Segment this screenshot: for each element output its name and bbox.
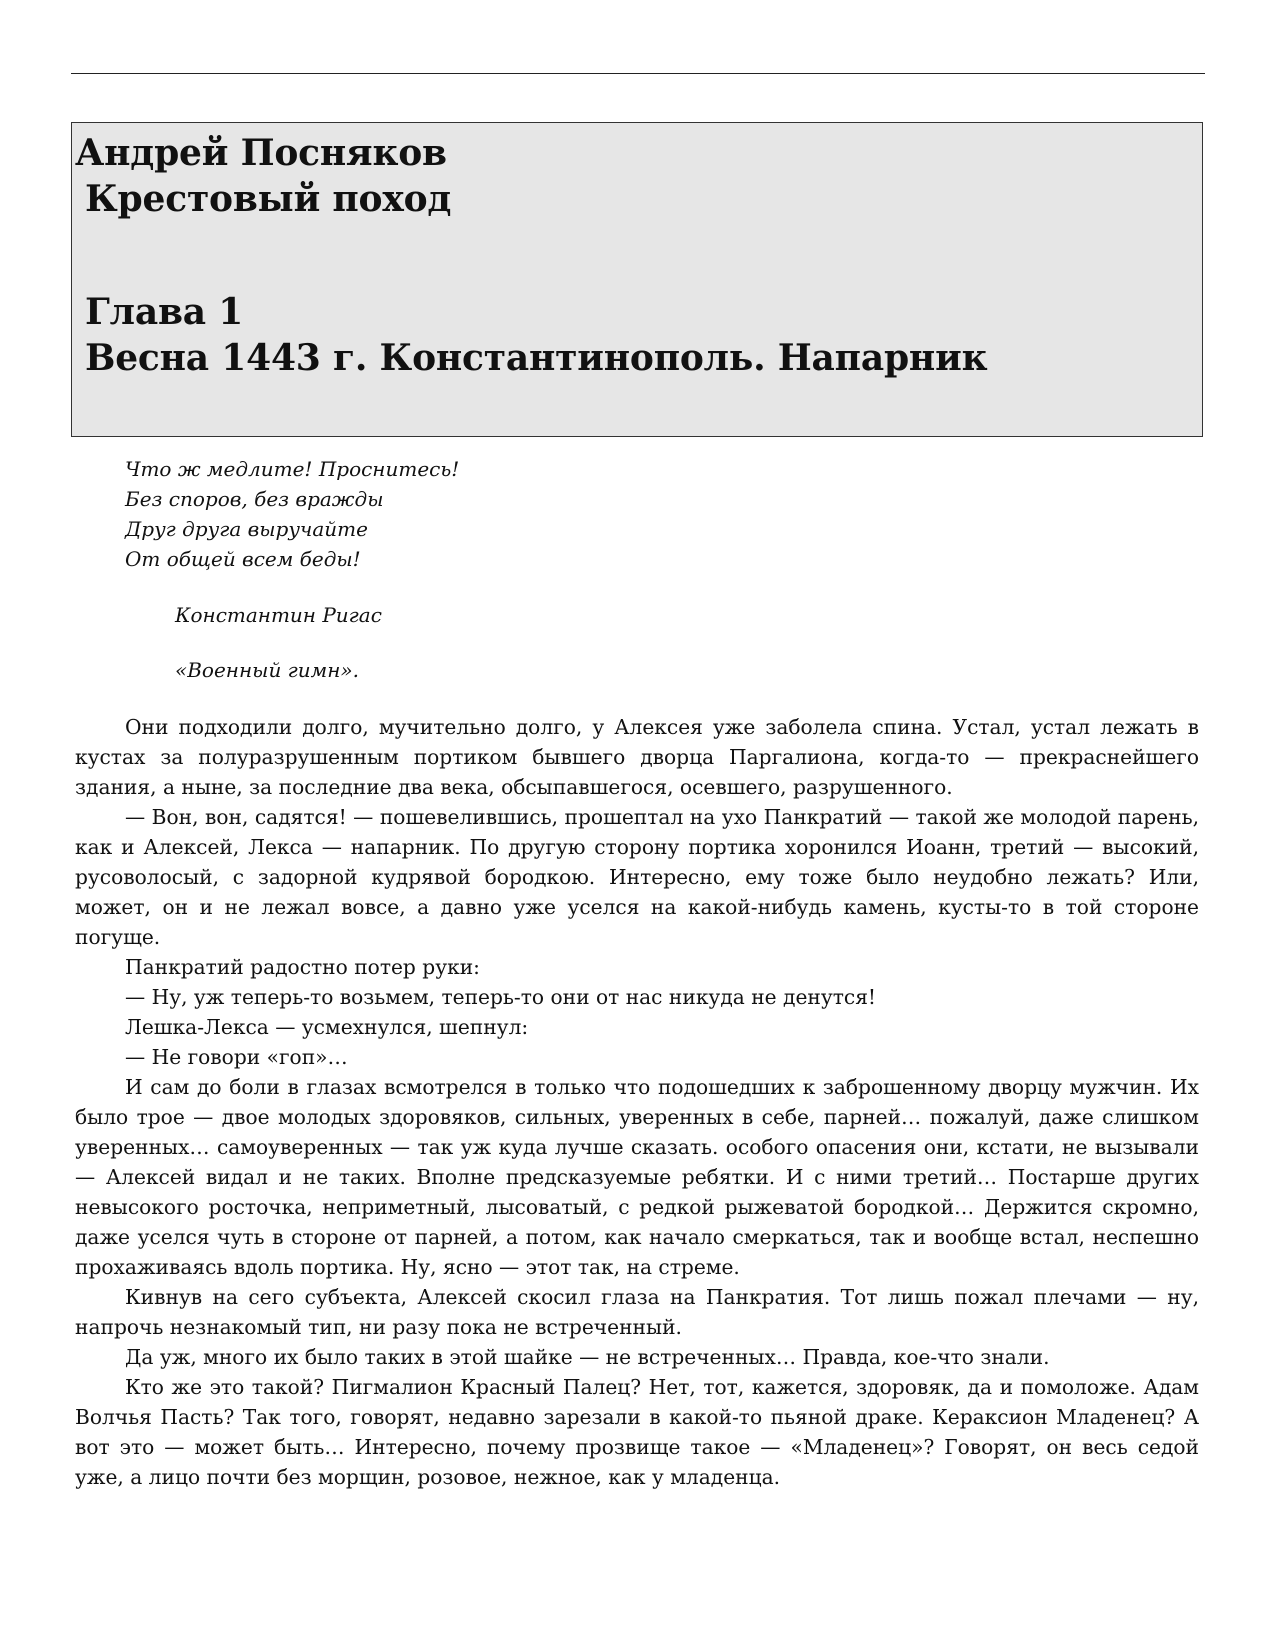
epigraph-line: Без споров, без вражды	[125, 487, 384, 511]
paragraph: Они подходили долго, мучительно долго, у Алексея уже заболела спина. Устал, устал лежать в кустах за полуразрушенным портиком бывшего дворца Паргалиона, когда-то — прекраснейшего здания, а ныне, за последние два века, обсыпавшегося, осевшего, разрушенного.	[75, 715, 1199, 799]
title-box	[71, 122, 1203, 437]
paragraph: — Ну, уж теперь-то возьмем, теперь-то они от нас никуда не денутся!	[125, 985, 877, 1009]
chapter-body	[75, 712, 1199, 1492]
paragraph: — Вон, вон, садятся! — пошевелившись, прошептал на ухо Панкратий — такой же молодой парень, как и Алексей, Лекса — напарник. По другую сторону портика хоронился Иоанн, третий — высокий, русоволосый, с задорной кудрявой бородкою. Интересно, ему тоже было неудобно лежать? Или, может, он и не лежал вовсе, а давно уже уселся на какой-нибудь камень, кусты-то в той стороне погуще.	[75, 805, 1199, 949]
paragraph: Кто же это такой? Пигмалион Красный Палец? Нет, тот, кажется, здоровяк, да и помоложе. Адам Волчья Пасть? Так того, говорят, недавно зарезали в какой-то пьяной драке. Кераксион Младенец? А вот это — может быть… Интересно, почему прозвище такое — «Младенец»? Говорят, он весь седой уже, а лицо почти без морщин, розовое, нежное, как у младенца.	[75, 1375, 1199, 1489]
paragraph: Лешка-Лекса — усмехнулся, шепнул:	[125, 1015, 529, 1039]
epigraph-line: Что ж медлите! Проснитесь!	[125, 457, 460, 481]
author-name: Андрей Посняков	[75, 132, 447, 174]
chapter-number: Глава 1	[85, 291, 244, 333]
epigraph-line: Друг друга выручайте	[125, 517, 368, 541]
paragraph: Да уж, много их было таких в этой шайке — не встреченных… Правда, кое-что знали.	[125, 1345, 1050, 1369]
epigraph	[125, 454, 459, 574]
paragraph: Кивнув на сего субъекта, Алексей скосил глаза на Панкратия. Тот лишь пожал плечами — ну, напрочь незнакомый тип, ни разу пока не встреченный.	[75, 1285, 1199, 1339]
book-title: Крестовый поход	[85, 178, 452, 220]
chapter-title: Весна 1443 г. Константинополь. Напарник	[85, 337, 988, 379]
epigraph-source: «Военный гимн».	[175, 658, 360, 682]
epigraph-author: Константин Ригас	[175, 603, 382, 627]
header-rule	[71, 73, 1205, 74]
paragraph: Панкратий радостно потер руки:	[125, 955, 480, 979]
paragraph: И сам до боли в глазах всмотрелся в только что подошедших к заброшенному дворцу мужчин. Их было трое — двое молодых здоровяков, сильных, уверенных в себе, парней… пожалуй, даже слишком уверенных… самоуверенных — так уж куда лучше сказать. особого опасения они, кстати, не вызывали — Алексей видал и не таких. Вполне предсказуемые ребятки. И с ними третий… Постарше других невысокого росточка, неприметный, лысоватый, с редкой рыжеватой бородкой… Держится скромно, даже уселся чуть в стороне от парней, а потом, как начало смеркаться, так и вообще встал, неспешно прохаживаясь вдоль портика. Ну, ясно — этот так, на стреме.	[75, 1075, 1199, 1279]
paragraph: — Не говори «гоп»…	[125, 1045, 348, 1069]
epigraph-line: От общей всем беды!	[125, 547, 361, 571]
